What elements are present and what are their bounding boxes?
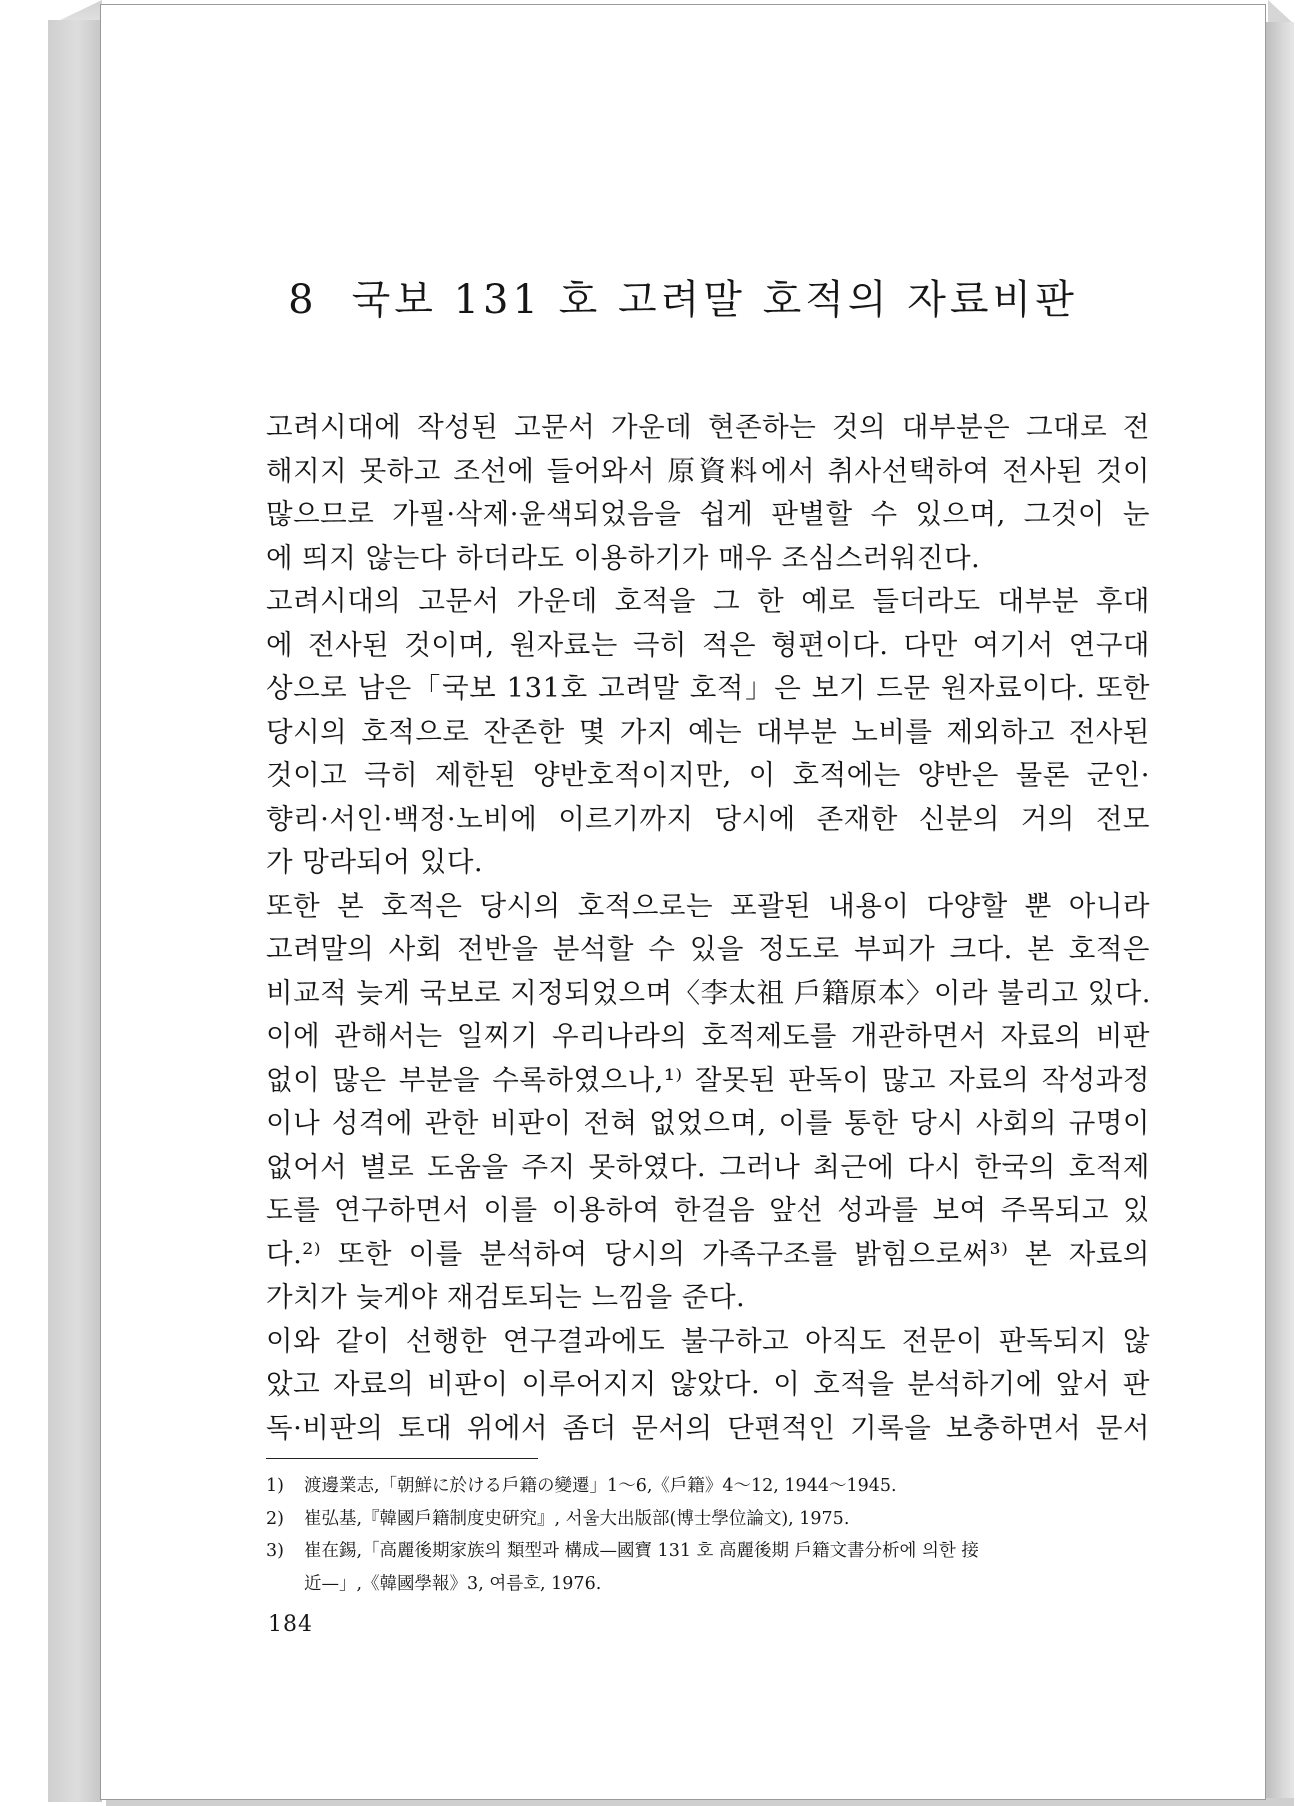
text-line: 에 전사된 것이며, 원자료는 극히 적은 형편이다. 다만 여기서 연구대 xyxy=(266,628,1150,661)
text-line: 비교적 늦게 국보로 지정되었으며〈李太祖 戶籍原本〉이라 불리고 있다. xyxy=(266,976,1152,1009)
text-line: 독·비판의 토대 위에서 좀더 문서의 단편적인 기록을 보충하면서 문서 xyxy=(266,1411,1150,1444)
text-line: 이나 성격에 관한 비판이 전혀 없었으며, 이를 통한 당시 사회의 규명이 xyxy=(266,1107,1150,1139)
text-line: 고려시대의 고문서 가운데 호적을 그 한 예로 들더라도 대부분 후대 xyxy=(266,585,1150,617)
text-line: 또한 본 호적은 당시의 호적으로는 포괄된 내용이 다양할 뿐 아니라 xyxy=(266,889,1150,922)
chapter-title-text: 국보 131 호 고려말 호적의 자료비판 xyxy=(351,277,1078,323)
paragraph-4 xyxy=(266,1320,1150,1451)
text-line: 가치가 늦게야 재검토되는 느낌을 준다. xyxy=(266,1281,746,1313)
paragraph-2 xyxy=(266,580,1150,885)
footnote-2 xyxy=(266,1503,1150,1536)
text-line: 고려시대에 작성된 고문서 가운데 현존하는 것의 대부분은 그대로 전 xyxy=(266,411,1150,443)
text-line: 에 띄지 않는다 하더라도 이용하기가 매우 조심스러워진다. xyxy=(266,541,981,574)
text-line: 해지지 못하고 조선에 들어와서 原資料에서 취사선택하여 전사된 것이 xyxy=(266,454,1150,487)
text-line: 없이 많은 부분을 수록하였으나,¹⁾ 잘못된 판독이 많고 자료의 작성과정 xyxy=(266,1063,1150,1096)
text-line: 당시의 호적으로 잔존한 몇 가지 예는 대부분 노비를 제외하고 전사된 xyxy=(266,715,1150,748)
footnote-divider xyxy=(266,1458,538,1459)
text-line: 이와 같이 선행한 연구결과에도 불구하고 아직도 전문이 판독되지 않 xyxy=(266,1324,1150,1357)
text-line: 향리·서인·백정·노비에 이르기까지 당시에 존재한 신분의 거의 전모 xyxy=(266,802,1150,835)
footnote-3-continued: 近—」,《韓國學報》3, 여름호, 1976. xyxy=(304,1573,602,1594)
book-spine xyxy=(48,20,102,1802)
paragraph-1 xyxy=(266,406,1150,580)
page-number: 184 xyxy=(268,1612,313,1637)
footnote-text: 崔在錫,「高麗後期家族의 類型과 構成—國寶 131 호 高麗後期 戶籍文書分析에 의한 接 xyxy=(304,1541,979,1561)
page-corner-shadow xyxy=(1268,0,1294,24)
footnotes xyxy=(266,1470,1150,1600)
text-line: 많으므로 가필·삭제·윤색되었음을 쉽게 판별할 수 있으며, 그것이 눈 xyxy=(266,498,1150,530)
text-line: 가 망라되어 있다. xyxy=(266,846,484,878)
text-line: 없어서 별로 도움을 주지 못하였다. 그러나 최근에 다시 한국의 호적제 xyxy=(266,1150,1150,1183)
text-line: 았고 자료의 비판이 이루어지지 않았다. 이 호적을 분석하기에 앞서 판 xyxy=(266,1368,1150,1400)
footnote-number: 1) xyxy=(266,1476,284,1496)
footnote-number: 3) xyxy=(266,1541,284,1561)
footnote-text: 渡邊業志,「朝鮮に於ける戶籍の變遷」1〜6,《戶籍》4〜12, 1944〜1945. xyxy=(304,1476,897,1496)
text-line: 상으로 남은「국보 131호 고려말 호적」은 보기 드문 원자료이다. 또한 xyxy=(266,672,1150,704)
text-line: 고려말의 사회 전반을 분석할 수 있을 정도로 부피가 크다. 본 호적은 xyxy=(266,933,1150,965)
chapter-title xyxy=(100,268,1266,325)
text-line: 다.²⁾ 또한 이를 분석하여 당시의 가족구조를 밝힘으로써³⁾ 본 자료의 xyxy=(266,1237,1150,1270)
body-text xyxy=(266,406,1150,1450)
paragraph-3 xyxy=(266,885,1150,1320)
text-line: 도를 연구하면서 이를 이용하여 한걸음 앞선 성과를 보여 주목되고 있 xyxy=(266,1194,1150,1226)
chapter-number: 8 xyxy=(288,277,318,323)
footnote-text: 崔弘基,『韓國戶籍制度史硏究』, 서울大出版部(博士學位論文), 1975. xyxy=(304,1508,850,1529)
footnote-number: 2) xyxy=(266,1508,284,1529)
text-line: 이에 관해서는 일찌기 우리나라의 호적제도를 개관하면서 자료의 비판 xyxy=(266,1020,1150,1052)
footnote-3 xyxy=(266,1535,1150,1568)
page-shadow-right xyxy=(1266,22,1294,1804)
text-line: 것이고 극히 제한된 양반호적이지만, 이 호적에는 양반은 물론 군인· xyxy=(266,759,1150,791)
footnote-1 xyxy=(266,1470,1150,1503)
